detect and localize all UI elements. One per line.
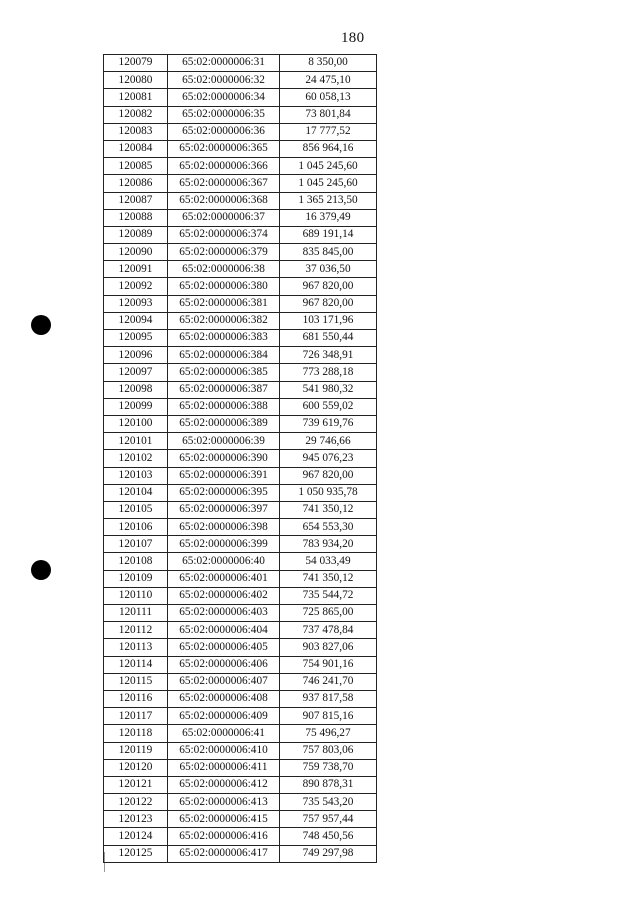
record-number-cell: 120090 xyxy=(104,244,168,261)
record-number-cell: 120112 xyxy=(104,622,168,639)
cadastral-number-cell: 65:02:0000006:32 xyxy=(168,72,280,89)
value-cell: 754 901,16 xyxy=(280,656,377,673)
record-number-cell: 120107 xyxy=(104,536,168,553)
record-number-cell: 120101 xyxy=(104,433,168,450)
cadastral-number-cell: 65:02:0000006:399 xyxy=(168,536,280,553)
record-number-cell: 120120 xyxy=(104,759,168,776)
table-row xyxy=(104,656,377,673)
table-row xyxy=(104,312,377,329)
record-number-cell: 120099 xyxy=(104,398,168,415)
table-row xyxy=(104,364,377,381)
table-row xyxy=(104,175,377,192)
cadastral-number-cell: 65:02:0000006:379 xyxy=(168,244,280,261)
cadastral-number-cell: 65:02:0000006:411 xyxy=(168,759,280,776)
record-number-cell: 120123 xyxy=(104,811,168,828)
value-cell: 749 297,98 xyxy=(280,845,377,862)
table-row xyxy=(104,553,377,570)
cadastral-number-cell: 65:02:0000006:37 xyxy=(168,209,280,226)
cadastral-number-cell: 65:02:0000006:412 xyxy=(168,776,280,793)
value-cell: 29 746,66 xyxy=(280,433,377,450)
value-cell: 16 379,49 xyxy=(280,209,377,226)
record-number-cell: 120110 xyxy=(104,587,168,604)
table-row xyxy=(104,261,377,278)
cadastral-number-cell: 65:02:0000006:395 xyxy=(168,484,280,501)
value-cell: 1 045 245,60 xyxy=(280,158,377,175)
record-number-cell: 120096 xyxy=(104,347,168,364)
cadastral-number-cell: 65:02:0000006:41 xyxy=(168,725,280,742)
table-row xyxy=(104,570,377,587)
table-row xyxy=(104,55,377,72)
table-row xyxy=(104,811,377,828)
value-cell: 773 288,18 xyxy=(280,364,377,381)
cadastral-number-cell: 65:02:0000006:384 xyxy=(168,347,280,364)
cadastral-number-cell: 65:02:0000006:383 xyxy=(168,330,280,347)
table-row xyxy=(104,587,377,604)
value-cell: 945 076,23 xyxy=(280,450,377,467)
record-number-cell: 120082 xyxy=(104,106,168,123)
cadastral-number-cell: 65:02:0000006:34 xyxy=(168,89,280,106)
record-number-cell: 120098 xyxy=(104,381,168,398)
record-number-cell: 120117 xyxy=(104,708,168,725)
table-row xyxy=(104,622,377,639)
record-number-cell: 120125 xyxy=(104,845,168,862)
value-cell: 907 815,16 xyxy=(280,708,377,725)
cadastral-number-cell: 65:02:0000006:31 xyxy=(168,55,280,72)
cadastral-number-cell: 65:02:0000006:409 xyxy=(168,708,280,725)
record-number-cell: 120108 xyxy=(104,553,168,570)
value-cell: 1 050 935,78 xyxy=(280,484,377,501)
table-row xyxy=(104,347,377,364)
value-cell: 1 045 245,60 xyxy=(280,175,377,192)
table-row xyxy=(104,725,377,742)
value-cell: 689 191,14 xyxy=(280,226,377,243)
cadastral-number-cell: 65:02:0000006:367 xyxy=(168,175,280,192)
table-row xyxy=(104,192,377,209)
value-cell: 937 817,58 xyxy=(280,690,377,707)
record-number-cell: 120102 xyxy=(104,450,168,467)
cadastral-number-cell: 65:02:0000006:415 xyxy=(168,811,280,828)
record-number-cell: 120124 xyxy=(104,828,168,845)
value-cell: 741 350,12 xyxy=(280,501,377,518)
cadastral-number-cell: 65:02:0000006:388 xyxy=(168,398,280,415)
table-row xyxy=(104,226,377,243)
cadastral-number-cell: 65:02:0000006:401 xyxy=(168,570,280,587)
value-cell: 835 845,00 xyxy=(280,244,377,261)
value-cell: 726 348,91 xyxy=(280,347,377,364)
record-number-cell: 120092 xyxy=(104,278,168,295)
cadastral-number-cell: 65:02:0000006:387 xyxy=(168,381,280,398)
cadastral-number-cell: 65:02:0000006:405 xyxy=(168,639,280,656)
table-row xyxy=(104,742,377,759)
table-row xyxy=(104,72,377,89)
cadastral-number-cell: 65:02:0000006:408 xyxy=(168,690,280,707)
table-row xyxy=(104,295,377,312)
record-number-cell: 120094 xyxy=(104,312,168,329)
record-number-cell: 120118 xyxy=(104,725,168,742)
value-cell: 856 964,16 xyxy=(280,140,377,157)
table-row xyxy=(104,794,377,811)
value-cell: 1 365 213,50 xyxy=(280,192,377,209)
cadastral-number-cell: 65:02:0000006:389 xyxy=(168,415,280,432)
cadastral-number-cell: 65:02:0000006:39 xyxy=(168,433,280,450)
record-number-cell: 120083 xyxy=(104,123,168,140)
record-number-cell: 120087 xyxy=(104,192,168,209)
cadastral-number-cell: 65:02:0000006:406 xyxy=(168,656,280,673)
cadastral-number-cell: 65:02:0000006:402 xyxy=(168,587,280,604)
record-number-cell: 120081 xyxy=(104,89,168,106)
value-cell: 967 820,00 xyxy=(280,295,377,312)
table-row xyxy=(104,759,377,776)
record-number-cell: 120093 xyxy=(104,295,168,312)
cadastral-number-cell: 65:02:0000006:398 xyxy=(168,519,280,536)
value-cell: 600 559,02 xyxy=(280,398,377,415)
value-cell: 60 058,13 xyxy=(280,89,377,106)
record-number-cell: 120079 xyxy=(104,55,168,72)
table-row xyxy=(104,690,377,707)
value-cell: 737 478,84 xyxy=(280,622,377,639)
cadastral-number-cell: 65:02:0000006:368 xyxy=(168,192,280,209)
page-number: 180 xyxy=(341,30,365,46)
value-cell: 757 803,06 xyxy=(280,742,377,759)
cadastral-number-cell: 65:02:0000006:36 xyxy=(168,123,280,140)
table-row xyxy=(104,278,377,295)
record-number-cell: 120080 xyxy=(104,72,168,89)
record-number-cell: 120115 xyxy=(104,673,168,690)
value-cell: 725 865,00 xyxy=(280,605,377,622)
punch-hole-bottom xyxy=(31,560,51,580)
punch-hole-top xyxy=(31,315,51,335)
record-number-cell: 120106 xyxy=(104,519,168,536)
record-number-cell: 120109 xyxy=(104,570,168,587)
table-row xyxy=(104,708,377,725)
table-row xyxy=(104,484,377,501)
value-cell: 17 777,52 xyxy=(280,123,377,140)
value-cell: 103 171,96 xyxy=(280,312,377,329)
cadastral-number-cell: 65:02:0000006:397 xyxy=(168,501,280,518)
record-number-cell: 120105 xyxy=(104,501,168,518)
value-cell: 967 820,00 xyxy=(280,278,377,295)
record-number-cell: 120113 xyxy=(104,639,168,656)
value-cell: 681 550,44 xyxy=(280,330,377,347)
table-row xyxy=(104,330,377,347)
value-cell: 890 878,31 xyxy=(280,776,377,793)
value-cell: 37 036,50 xyxy=(280,261,377,278)
cadastral-number-cell: 65:02:0000006:35 xyxy=(168,106,280,123)
record-number-cell: 120089 xyxy=(104,226,168,243)
table-row xyxy=(104,123,377,140)
cadastral-number-cell: 65:02:0000006:381 xyxy=(168,295,280,312)
record-number-cell: 120088 xyxy=(104,209,168,226)
table-row xyxy=(104,140,377,157)
records-table-body xyxy=(104,55,377,863)
cadastral-number-cell: 65:02:0000006:380 xyxy=(168,278,280,295)
table-row xyxy=(104,828,377,845)
value-cell: 654 553,30 xyxy=(280,519,377,536)
value-cell: 735 543,20 xyxy=(280,794,377,811)
value-cell: 735 544,72 xyxy=(280,587,377,604)
value-cell: 75 496,27 xyxy=(280,725,377,742)
record-number-cell: 120111 xyxy=(104,605,168,622)
value-cell: 757 957,44 xyxy=(280,811,377,828)
value-cell: 73 801,84 xyxy=(280,106,377,123)
record-number-cell: 120086 xyxy=(104,175,168,192)
record-number-cell: 120122 xyxy=(104,794,168,811)
table-row xyxy=(104,381,377,398)
cadastral-number-cell: 65:02:0000006:366 xyxy=(168,158,280,175)
value-cell: 739 619,76 xyxy=(280,415,377,432)
value-cell: 741 350,12 xyxy=(280,570,377,587)
cadastral-number-cell: 65:02:0000006:390 xyxy=(168,450,280,467)
table-row xyxy=(104,415,377,432)
cadastral-number-cell: 65:02:0000006:38 xyxy=(168,261,280,278)
table-row xyxy=(104,467,377,484)
table-row xyxy=(104,776,377,793)
table-row xyxy=(104,89,377,106)
value-cell: 24 475,10 xyxy=(280,72,377,89)
table-row xyxy=(104,519,377,536)
record-number-cell: 120095 xyxy=(104,330,168,347)
record-number-cell: 120121 xyxy=(104,776,168,793)
record-number-cell: 120097 xyxy=(104,364,168,381)
record-number-cell: 120104 xyxy=(104,484,168,501)
table-row xyxy=(104,398,377,415)
record-number-cell: 120103 xyxy=(104,467,168,484)
table-row xyxy=(104,536,377,553)
table-row xyxy=(104,433,377,450)
cadastral-number-cell: 65:02:0000006:417 xyxy=(168,845,280,862)
cadastral-number-cell: 65:02:0000006:413 xyxy=(168,794,280,811)
record-number-cell: 120091 xyxy=(104,261,168,278)
value-cell: 748 450,56 xyxy=(280,828,377,845)
cadastral-number-cell: 65:02:0000006:407 xyxy=(168,673,280,690)
table-row xyxy=(104,244,377,261)
cadastral-number-cell: 65:02:0000006:403 xyxy=(168,605,280,622)
table-row xyxy=(104,450,377,467)
record-number-cell: 120084 xyxy=(104,140,168,157)
table-row xyxy=(104,673,377,690)
value-cell: 783 934,20 xyxy=(280,536,377,553)
cadastral-number-cell: 65:02:0000006:385 xyxy=(168,364,280,381)
cadastral-number-cell: 65:02:0000006:382 xyxy=(168,312,280,329)
value-cell: 967 820,00 xyxy=(280,467,377,484)
table-row xyxy=(104,605,377,622)
value-cell: 8 350,00 xyxy=(280,55,377,72)
record-number-cell: 120085 xyxy=(104,158,168,175)
record-number-cell: 120119 xyxy=(104,742,168,759)
table-row xyxy=(104,209,377,226)
cadastral-number-cell: 65:02:0000006:404 xyxy=(168,622,280,639)
cadastral-number-cell: 65:02:0000006:374 xyxy=(168,226,280,243)
table-row xyxy=(104,158,377,175)
value-cell: 746 241,70 xyxy=(280,673,377,690)
record-number-cell: 120114 xyxy=(104,656,168,673)
cadastral-number-cell: 65:02:0000006:365 xyxy=(168,140,280,157)
value-cell: 541 980,32 xyxy=(280,381,377,398)
value-cell: 54 033,49 xyxy=(280,553,377,570)
cadastral-number-cell: 65:02:0000006:410 xyxy=(168,742,280,759)
records-table xyxy=(103,54,377,863)
cadastral-number-cell: 65:02:0000006:391 xyxy=(168,467,280,484)
record-number-cell: 120100 xyxy=(104,415,168,432)
value-cell: 759 738,70 xyxy=(280,759,377,776)
cadastral-number-cell: 65:02:0000006:40 xyxy=(168,553,280,570)
table-row xyxy=(104,639,377,656)
table-row xyxy=(104,501,377,518)
value-cell: 903 827,06 xyxy=(280,639,377,656)
table-row xyxy=(104,106,377,123)
table-row xyxy=(104,845,377,862)
record-number-cell: 120116 xyxy=(104,690,168,707)
cadastral-number-cell: 65:02:0000006:416 xyxy=(168,828,280,845)
